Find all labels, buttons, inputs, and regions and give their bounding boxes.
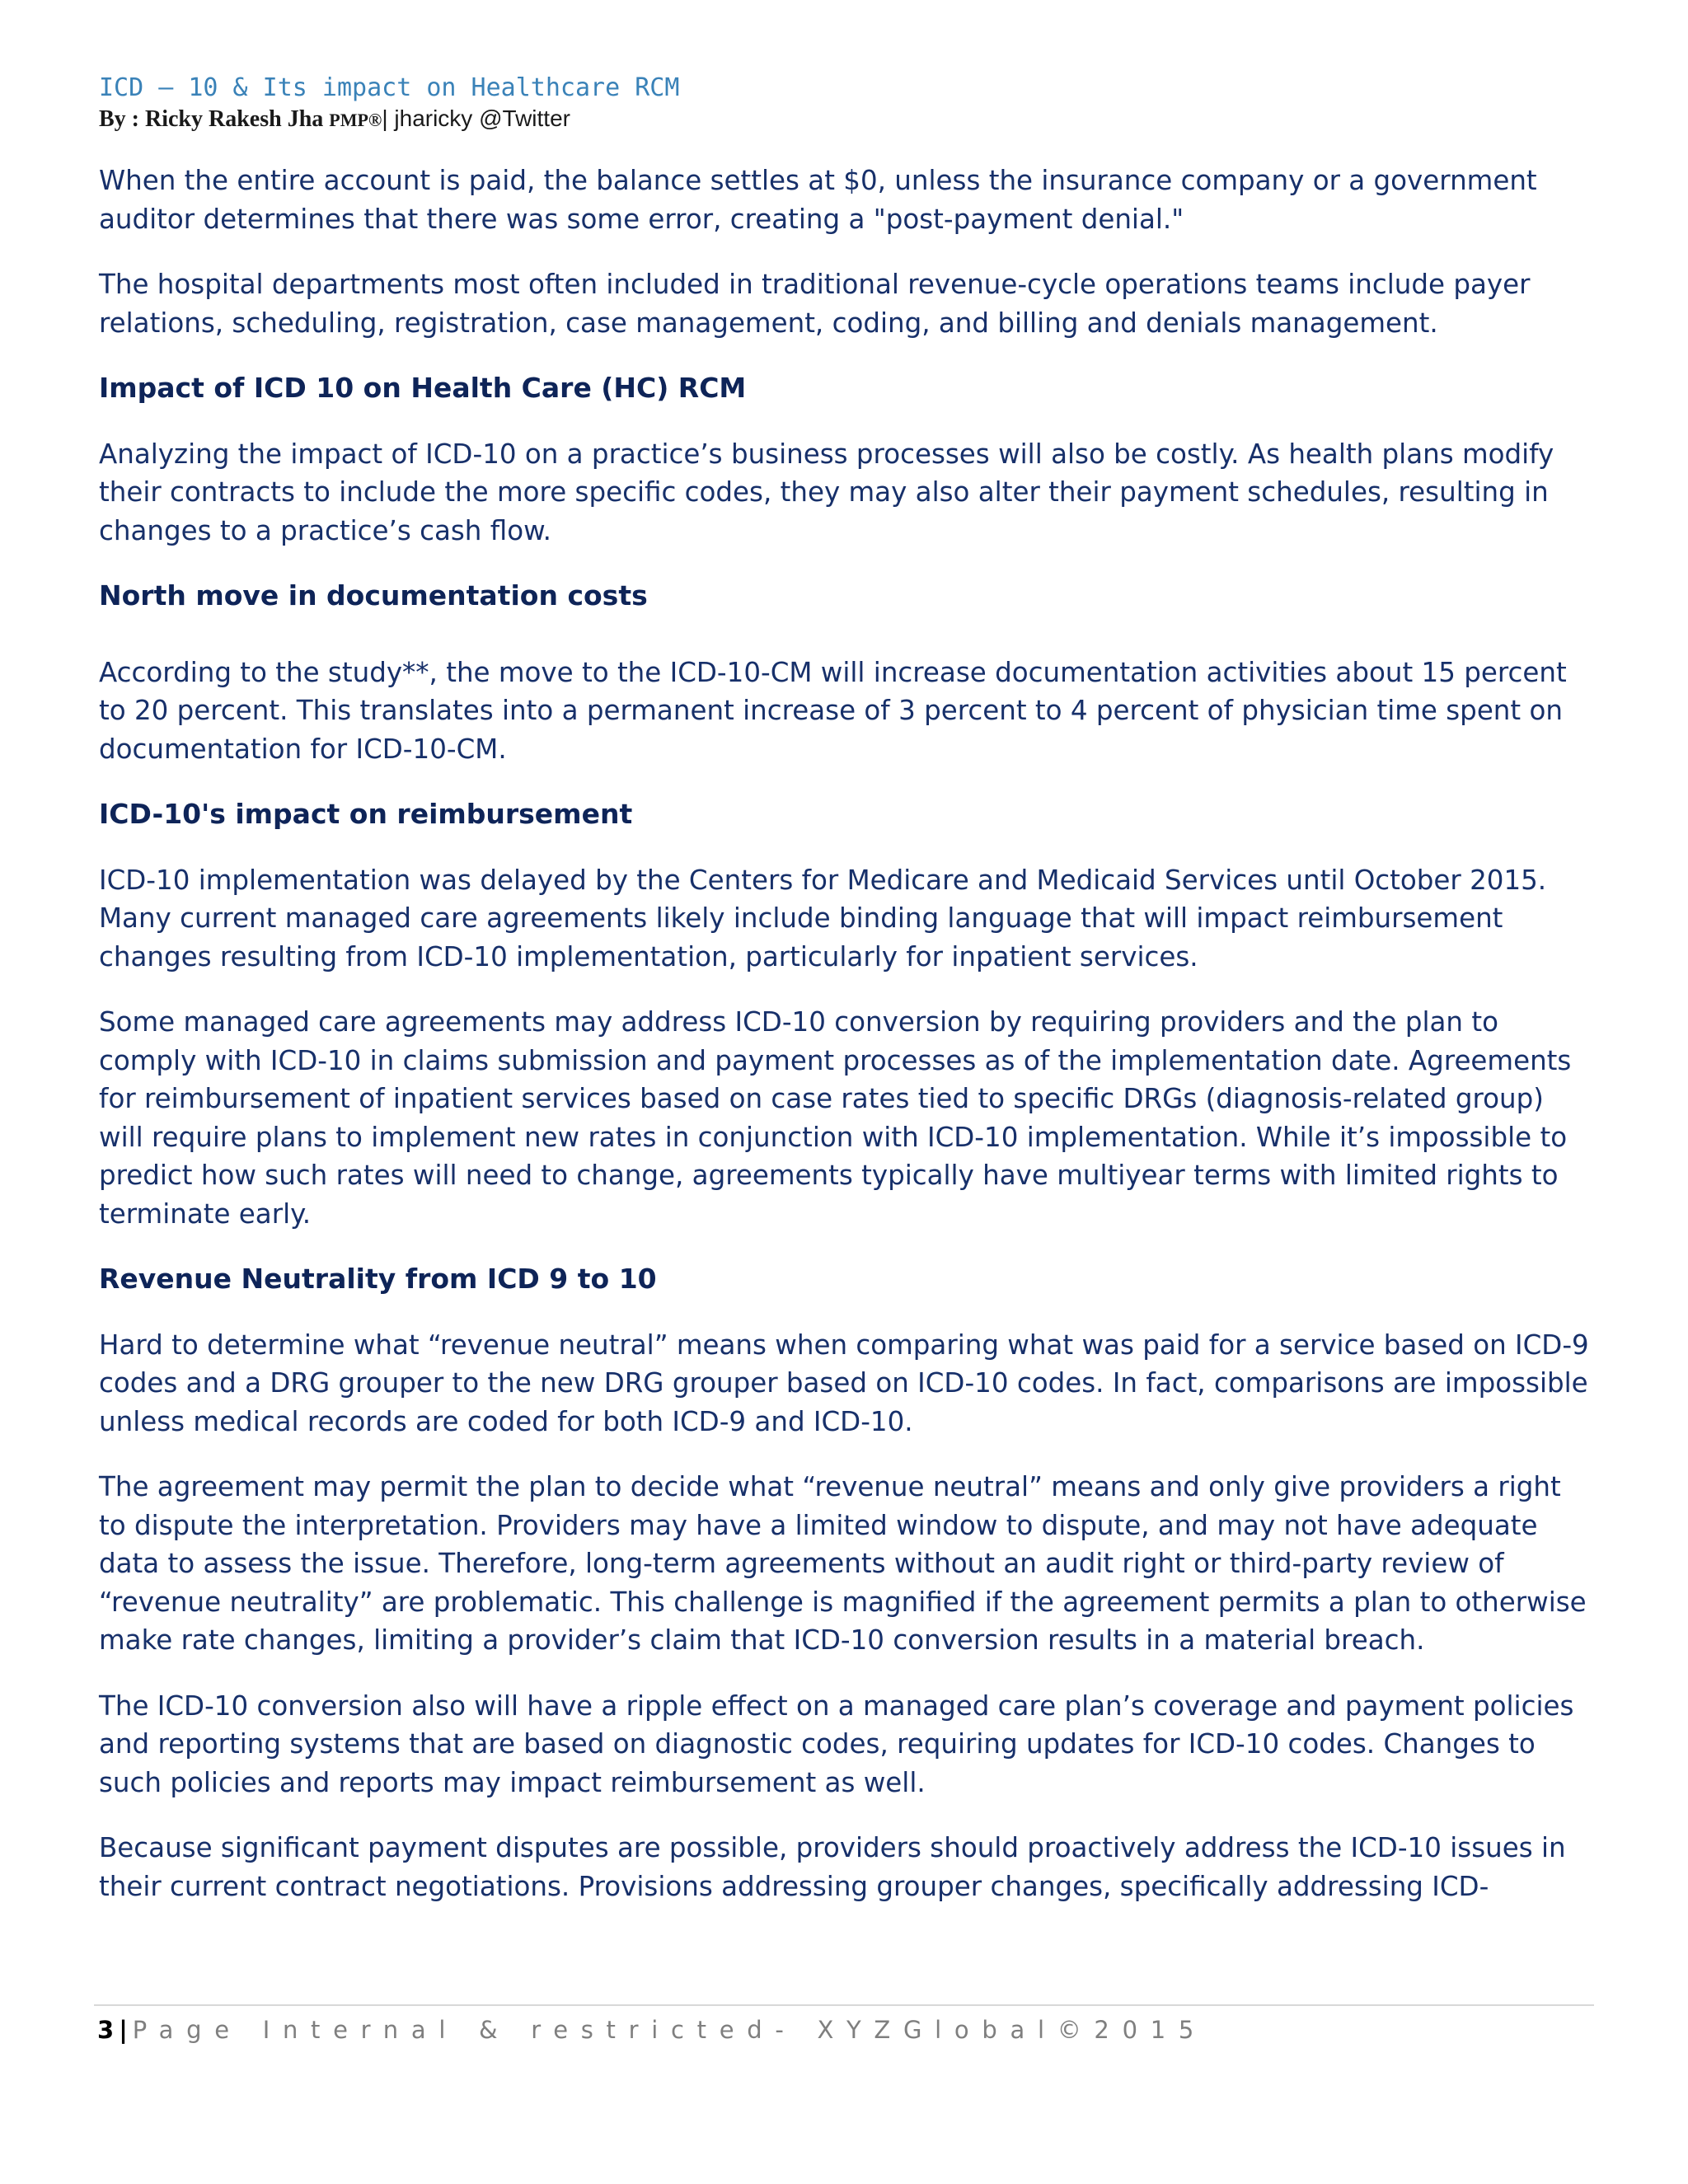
paragraph-study-documentation: According to the study**, the move to the ICD-10-CM will increase documentation activities about 15 percent to 20 percent. This translates into a permanent increase of 3 percent to 4 percent of physician time spent on documentation for ICD-10-CM. xyxy=(99,656,1567,765)
paragraph-ripple-effect: The ICD-10 conversion also will have a ripple effect on a managed care plan’s coverage and payment policies and reporting systems that are based on diagnostic codes, requiring updates for ICD-10 codes. Changes to such policies and reports may impact reimbursement as well. xyxy=(99,1690,1574,1798)
heading-reimbursement: ICD-10's impact on reimbursement xyxy=(99,798,633,830)
page-header xyxy=(99,73,1582,135)
page-footer xyxy=(97,2014,1207,2046)
author-credential: PMP® xyxy=(329,110,382,130)
paragraph-business-processes: Analyzing the impact of ICD-10 on a practice’s business processes will also be costly. As health plans modify their contracts to include the more specific codes, they may also alter their payment schedules, resulting in changes to a practice’s cash flow. xyxy=(99,438,1554,546)
paragraph-dispute-interpretation: The agreement may permit the plan to decide what “revenue neutral” means and only give providers a right to dispute the interpretation. Providers may have a limited window to dispute, and may not have adequate data to assess the issue. Therefore, long-term agreements without an audit right or third-party review of “revenue neutrality” are problematic. This challenge is magnified if the agreement permits a plan to otherwise make rate changes, limiting a provider’s claim that ICD-10 conversion results in a material breach. xyxy=(99,1471,1587,1656)
paragraph-hospital-departments: The hospital departments most often included in traditional revenue-cycle operations teams include payer relations, scheduling, registration, case management, coding, and billing and denials management. xyxy=(99,269,1531,339)
paragraph-managed-care-agreements: Some managed care agreements may address ICD-10 conversion by requiring providers and the plan to comply with ICD-10 in claims submission and payment processes as of the implementation date. Agreements for reimbursement of inpatient services based on case rates tied to specific DRGs (diagnosis-related group) will require plans to implement new rates in conjunction with ICD-10 implementation. While it’s impossible to predict how such rates will need to change, agreements typically have multiyear terms with limited rights to terminate early. xyxy=(99,1006,1572,1230)
document-title: ICD – 10 & Its impact on Healthcare RCM xyxy=(99,73,680,102)
page-body xyxy=(99,162,1591,1933)
footer-divider xyxy=(94,2004,1594,2006)
heading-documentation-costs: North move in documentation costs xyxy=(99,579,648,612)
heading-impact-of-icd10: Impact of ICD 10 on Health Care (HC) RCM xyxy=(99,372,747,404)
heading-revenue-neutrality: Revenue Neutrality from ICD 9 to 10 xyxy=(99,1263,657,1295)
paragraph-payment-disputes: Because significant payment disputes are possible, providers should proactively address the ICD-10 issues in their current contract negotiations. Provisions addressing grouper changes, specifically addressing ICD- xyxy=(99,1832,1566,1902)
footer-text: Page Internal & restricted- XYZGlobal©2015 xyxy=(132,2016,1207,2044)
paragraph-account-paid: When the entire account is paid, the balance settles at $0, unless the insurance company or a government auditor determines that there was some error, creating a "post-payment denial." xyxy=(99,165,1537,235)
paragraph-revenue-neutral-definition: Hard to determine what “revenue neutral” means when comparing what was paid for a service based on ICD-9 codes and a DRG grouper to the new DRG grouper based on ICD-10 codes. In fact, comparisons are impossible unless medical records are coded for both ICD-9 and ICD-10. xyxy=(99,1329,1589,1437)
footer-separator: | xyxy=(119,2016,128,2044)
author-twitter-handle: | jharicky @Twitter xyxy=(382,105,570,131)
page-number: 3 xyxy=(97,2016,115,2044)
paragraph-implementation-delay: ICD-10 implementation was delayed by the Centers for Medicare and Medicaid Services until October 2015. Many current managed care agreements likely include binding language that will impact reimbursement changes resulting from ICD-10 implementation, particularly for inpatient services. xyxy=(99,864,1547,972)
author-byline xyxy=(99,104,1582,135)
author-name: By : Ricky Rakesh Jha xyxy=(99,106,324,132)
